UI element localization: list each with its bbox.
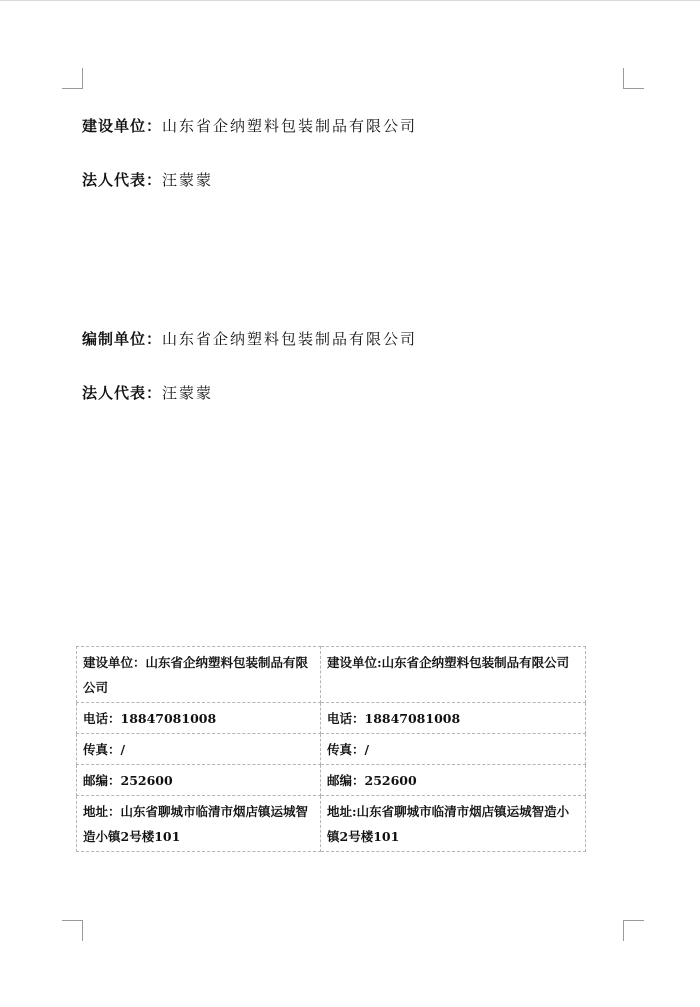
contact-cell-address: 地址：山东省聊城市临清市烟店镇运城智造小镇2号楼101	[77, 796, 321, 852]
compile-legal-rep-label: 法人代表：	[82, 384, 163, 402]
contact-cell-fax: 传真：/	[77, 734, 321, 765]
contact-cell-construction-unit-alt: 建设单位:山东省企纳塑料包装制品有限公司	[321, 647, 586, 703]
construction-unit-label: 建设单位：	[82, 117, 163, 135]
table-row	[77, 703, 586, 734]
crop-mark-bottom-right	[623, 920, 644, 941]
construction-unit-value: 山东省企纳塑料包装制品有限公司	[162, 117, 418, 135]
compile-unit-value: 山东省企纳塑料包装制品有限公司	[162, 330, 418, 348]
crop-mark-top-left	[62, 68, 83, 89]
contact-cell-fax-alt: 传真：/	[321, 734, 586, 765]
construction-legal-rep-line	[82, 170, 213, 190]
compile-legal-rep-value: 汪蒙蒙	[162, 384, 214, 402]
contact-cell-phone: 电话：18847081008	[77, 703, 321, 734]
contact-cell-address-alt: 地址:山东省聊城市临清市烟店镇运城智造小镇2号楼101	[321, 796, 586, 852]
contact-cell-phone-alt: 电话：18847081008	[321, 703, 586, 734]
table-row	[77, 796, 586, 852]
compile-unit-line	[82, 329, 417, 349]
compile-legal-rep-line	[82, 383, 213, 403]
contact-cell-construction-unit: 建设单位：山东省企纳塑料包装制品有限公司	[77, 647, 321, 703]
table-row	[77, 647, 586, 703]
construction-legal-rep-value: 汪蒙蒙	[162, 171, 214, 189]
construction-unit-line	[82, 116, 417, 136]
crop-mark-top-right	[623, 68, 644, 89]
table-row	[77, 765, 586, 796]
contact-cell-postcode: 邮编：252600	[77, 765, 321, 796]
table-row	[77, 734, 586, 765]
crop-mark-bottom-left	[62, 920, 83, 941]
contact-info-table	[76, 646, 586, 852]
contact-cell-postcode-alt: 邮编：252600	[321, 765, 586, 796]
compile-unit-label: 编制单位：	[82, 330, 163, 348]
construction-legal-rep-label: 法人代表：	[82, 171, 163, 189]
